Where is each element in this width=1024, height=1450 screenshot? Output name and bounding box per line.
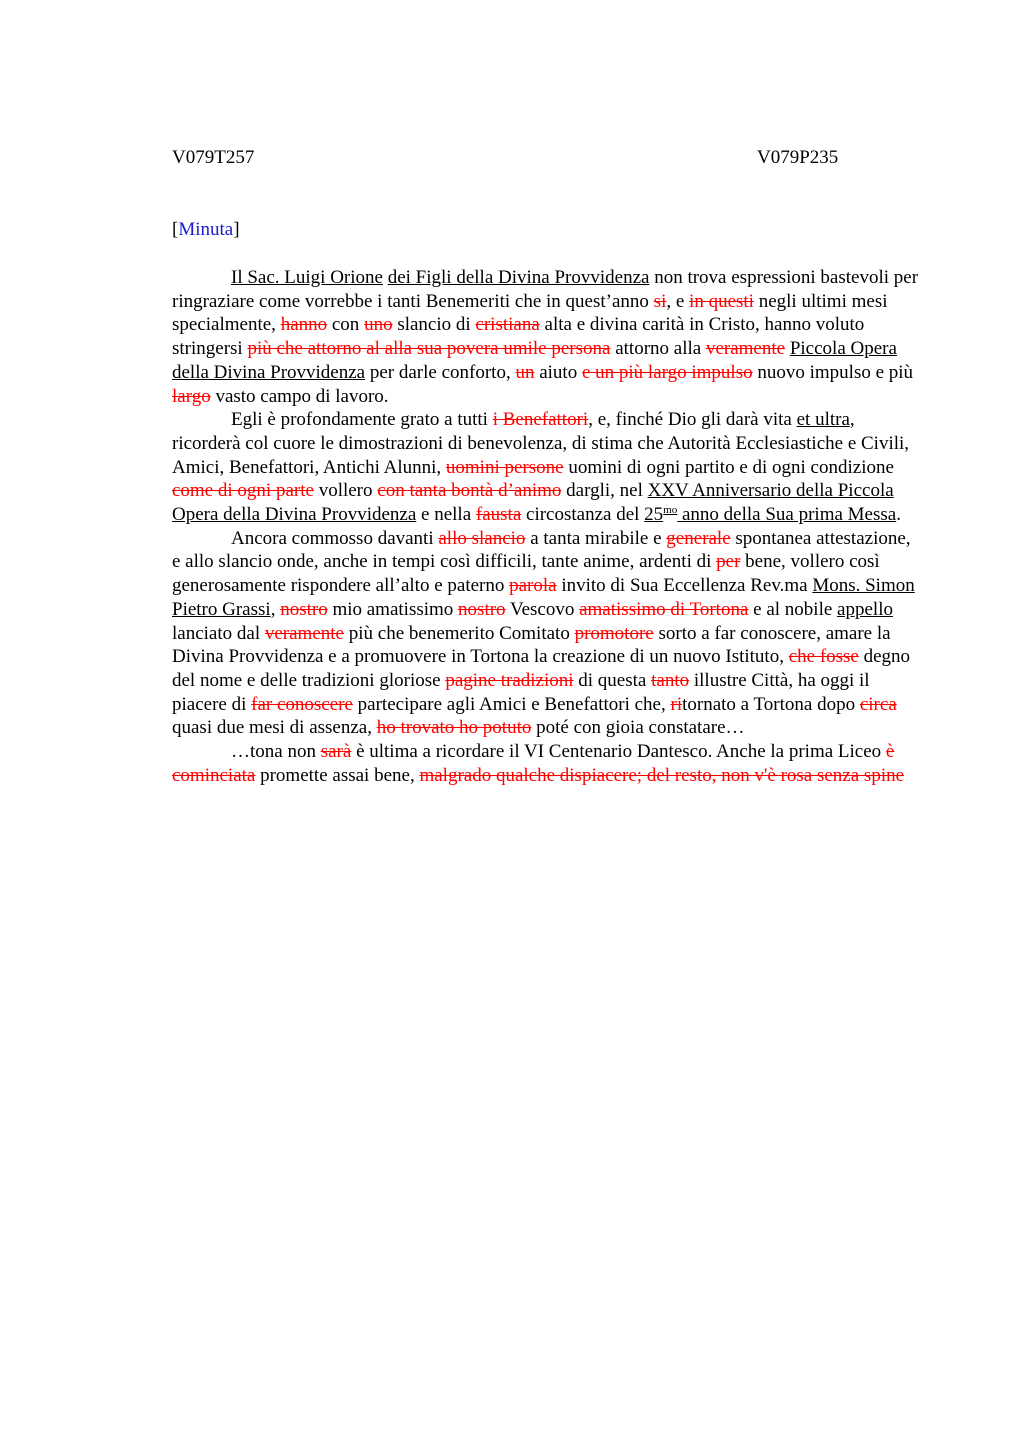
body-text: bene, vollero così generosamente rispondere all’alto e paterno xyxy=(172,551,880,597)
body-text: alta e divina carità in Cristo, hanno voluto stringersi xyxy=(172,314,865,360)
paragraph-2 xyxy=(172,408,922,527)
deleted-text: sarà xyxy=(320,741,352,763)
bracket-open: [ xyxy=(172,219,179,240)
body-text: sorto a far conoscere, amare la Divina Provvidenza e a promuovere in Tortona la creazione di un nuovo Istituto, xyxy=(172,622,891,668)
deleted-text: ri xyxy=(670,693,683,715)
body-text: più che benemerito Comitato xyxy=(343,622,575,644)
body-text: vollero xyxy=(313,480,378,502)
deleted-text: allo slancio xyxy=(438,527,526,549)
underlined-text: appello xyxy=(837,598,893,620)
deleted-text: fausta xyxy=(475,504,522,526)
body-text: degno del nome e delle tradizioni gloriose xyxy=(172,646,911,691)
deleted-text: uno xyxy=(364,314,393,336)
body-text: aiuto xyxy=(534,361,582,383)
deleted-text: parola xyxy=(509,575,557,597)
paragraph-1 xyxy=(172,266,922,408)
minuta-label xyxy=(172,219,240,241)
document-code-right: V079P235 xyxy=(757,147,839,168)
deleted-text: pagine tradizioni xyxy=(445,669,574,691)
body-text: circostanza del xyxy=(521,504,645,526)
deleted-text: hanno xyxy=(280,314,328,336)
body-text: illustre Città, ha oggi il piacere di xyxy=(172,669,870,715)
body-text: quasi due mesi di assenza, xyxy=(172,717,377,739)
body-text: slancio di xyxy=(392,314,476,336)
deleted-text: con tanta bontà d’animo xyxy=(377,480,562,502)
deleted-text: far conoscere xyxy=(251,693,353,715)
body-text: dargli, nel xyxy=(561,480,648,502)
body-text: invito di Sua Eccellenza Rev.ma xyxy=(556,575,813,597)
body-text: Egli è profondamente grato a tutti xyxy=(231,409,493,431)
deleted-text: uomini persone xyxy=(445,456,564,478)
underlined-text: et ultra xyxy=(796,409,850,431)
body-text: attorno alla xyxy=(610,338,706,360)
deleted-text: che fosse xyxy=(788,646,859,668)
body-text: tornato a Tortona dopo xyxy=(682,693,860,715)
body-text: , e, finché Dio gli darà vita xyxy=(588,409,797,431)
deleted-text: veramente xyxy=(264,622,344,644)
deleted-text: largo xyxy=(172,385,211,407)
body-text: , ricorderà col cuore le dimostrazioni di benevolenza, di stima che Autorità Ecclesiastiche e Civili, Amici, Benefattori, Antichi Alunni, xyxy=(172,409,910,478)
minuta-text: Minuta xyxy=(178,219,234,240)
body-text: partecipare agli Amici e Benefattori che, xyxy=(352,693,671,715)
deleted-text: malgrado qualche dispiacere; del resto, non v'è rosa senza spine xyxy=(419,764,905,786)
deleted-text: in questi xyxy=(689,290,754,312)
body-text: non trova espressioni bastevoli per ringraziare come vorrebbe i tanti Benemeriti che in quest’anno xyxy=(172,267,919,312)
body-text: e al nobile xyxy=(748,598,838,620)
body-text: negli ultimi mesi specialmente, xyxy=(172,290,888,336)
body-text: di questa xyxy=(573,669,652,691)
deleted-text: promotore xyxy=(574,622,654,644)
body-text: , xyxy=(270,598,281,620)
body-text: lanciato dal xyxy=(172,622,265,644)
body-text: nuovo impulso e più xyxy=(752,361,914,383)
underlined-text: Il Sac. Luigi Orione xyxy=(231,267,383,288)
body-text: è ultima a ricordare il VI Centenario Dantesco. Anche la prima Liceo xyxy=(351,741,886,763)
deleted-text: più che attorno al alla sua povera umile persona xyxy=(247,338,611,360)
bracket-close: ] xyxy=(233,219,240,240)
deleted-text: per xyxy=(716,551,741,573)
body-text: Vescovo xyxy=(505,598,580,620)
deleted-text: cristiana xyxy=(475,314,540,336)
body-text: spontanea attestazione, e allo slancio onde, anche in tempi così difficili, tante anime, ardenti di xyxy=(172,527,911,573)
deleted-text: ho trovato ho potuto xyxy=(376,717,532,739)
deleted-text: nostro xyxy=(458,598,506,620)
body-text: con xyxy=(327,314,365,336)
document-code-left: V079T257 xyxy=(172,147,255,168)
deleted-text: generale xyxy=(666,527,731,549)
deleted-text: circa xyxy=(859,693,897,715)
body-text: e nella xyxy=(416,504,476,526)
body-text: …tona non xyxy=(231,741,321,763)
deleted-text: veramente xyxy=(705,338,786,360)
underlined-text: XXV Anniversario della Piccola Opera della Divina Provvidenza xyxy=(172,480,894,526)
deleted-text: tanto xyxy=(651,669,690,691)
underlined-text: Piccola Opera della Divina Provvidenza xyxy=(172,338,897,383)
deleted-text: come di ogni parte xyxy=(172,480,314,502)
paragraph-4 xyxy=(172,740,922,787)
body-text: a tanta mirabile e xyxy=(525,527,667,549)
deleted-text: un xyxy=(515,361,535,383)
body-text: . xyxy=(896,504,901,526)
deleted-text: nostro xyxy=(280,598,328,620)
body-text: poté con gioia constatare… xyxy=(531,717,745,739)
underlined-text: Mons. Simon Pietro Grassi xyxy=(172,575,915,620)
body-text: per darle conforto, xyxy=(365,361,516,383)
underlined-text: 25 xyxy=(644,504,664,526)
deleted-text: i Benefattori xyxy=(492,409,589,431)
superscript-text: mo xyxy=(663,504,678,517)
underlined-text: dei Figli della Divina Provvidenza xyxy=(387,267,650,288)
body-text: Ancora commosso davanti xyxy=(231,527,439,549)
body-text: , e xyxy=(666,290,690,312)
deleted-text: e un più largo impulso xyxy=(581,361,753,383)
body-text: mio amatissimo xyxy=(327,598,459,620)
underlined-text: anno della Sua prima Messa xyxy=(677,504,897,526)
deleted-text: amatissimo di Tortona xyxy=(579,598,749,620)
deleted-text: è cominciata xyxy=(172,741,895,786)
body-text: promette assai bene, xyxy=(255,764,420,786)
letter-body xyxy=(172,266,922,787)
body-text: uomini di ogni partito e di ogni condizione xyxy=(563,456,894,478)
paragraph-3 xyxy=(172,527,922,740)
deleted-text: si xyxy=(653,290,667,312)
body-text: vasto campo di lavoro. xyxy=(210,385,389,407)
